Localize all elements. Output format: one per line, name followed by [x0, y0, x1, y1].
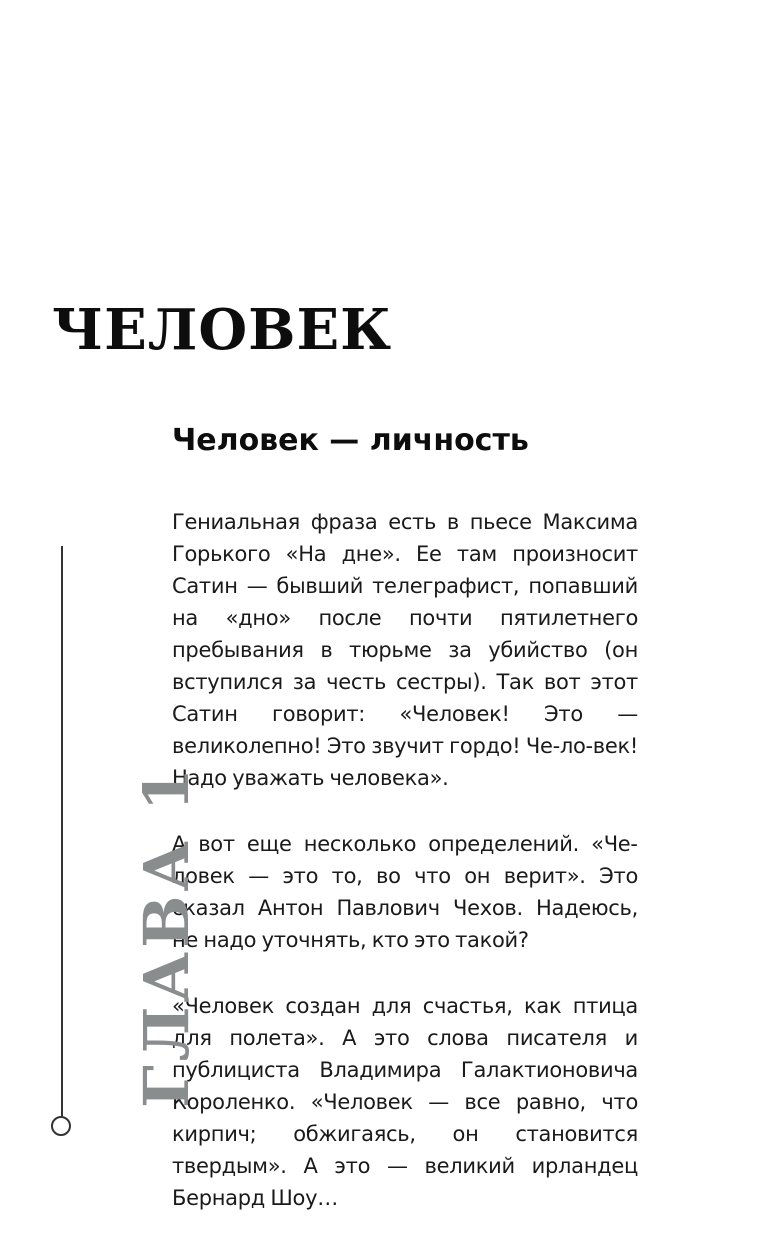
chapter-title: ЧЕЛОВЕК: [52, 297, 393, 363]
body-text: [172, 506, 638, 1248]
paragraph-2: А вот еще несколько определений. «Человек — это то, во что он верит». Это сказал Антон Павлович Чехов. Надеюсь, не надо уточнять, кто это такой?: [172, 832, 638, 952]
paragraph-3: «Человек создан для счастья, как птица для полета». А это слова писателя и публициста Владимира Галактионовича Короленко. «Человек — все равно, что кирпич; обжигаясь, он становится твердым». А это — великий ирландец Бернард Шоу…: [172, 994, 638, 1210]
chapter-label: ГЛАВА 1: [130, 764, 203, 1108]
chapter-rule: [61, 546, 63, 1116]
section-title: Человек — личность: [172, 423, 529, 458]
chapter-circle-marker: [51, 1116, 71, 1136]
paragraph-1: Гениальная фраза есть в пьесе Максима Горького «На дне». Ее там произносит Сатин — бывший телеграфист, попавший на «дно» после почти пятилетнего пребывания в тюрьме за убийство (он вступился за честь сестры). Так вот этот Сатин говорит: «Человек! Это — великолепно! Это звучит гордо! Че-ло-век! Надо уважать человека».: [172, 510, 638, 790]
